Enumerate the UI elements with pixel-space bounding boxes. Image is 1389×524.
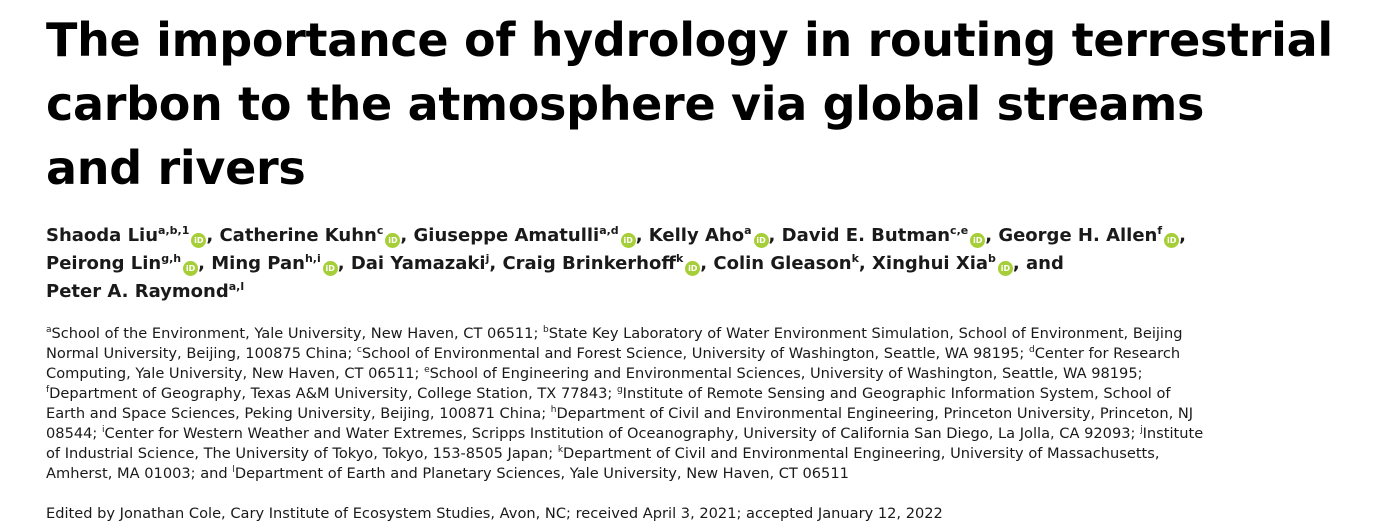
affiliation-text: Department of Earth and Planetary Sciences, Yale University, New Haven, CT 06511 xyxy=(234,465,849,482)
affiliation-text: State Key Laboratory of Water Environment Simulation, School of Environment, Beijing xyxy=(548,325,1183,342)
affiliation-text: 08544; xyxy=(46,425,102,442)
affiliation-text: Center for Western Weather and Water Extremes, Scripps Institution of Oceanography, University of California San Diego, La Jolla, CA 92093; xyxy=(104,425,1141,442)
author-name-text: Dai Yamazaki xyxy=(350,253,486,274)
author-name-text: Shaoda Liu xyxy=(46,225,159,246)
author-name[interactable] xyxy=(46,281,244,302)
author-separator: , xyxy=(768,225,782,246)
author-name-text: David E. Butman xyxy=(781,225,951,246)
author-affiliation-marker: k xyxy=(675,252,684,265)
affiliation-line xyxy=(46,444,1376,464)
orcid-icon[interactable]: iD xyxy=(385,233,400,248)
author-name[interactable] xyxy=(713,253,859,274)
author-name-text: Colin Gleason xyxy=(713,253,852,274)
affiliation-line xyxy=(46,364,1376,384)
author-affiliation-marker: a xyxy=(744,224,752,237)
title-line: carbon to the atmosphere via global streams xyxy=(46,77,1205,131)
affiliation-line xyxy=(46,424,1376,444)
author-affiliation-marker: h,i xyxy=(304,252,321,265)
author-list xyxy=(46,222,1376,306)
orcid-icon[interactable]: iD xyxy=(323,261,338,276)
orcid-icon[interactable]: iD xyxy=(998,261,1013,276)
author-separator: , xyxy=(337,253,351,274)
author-name-text: Ming Pan xyxy=(211,253,305,274)
author-name[interactable] xyxy=(219,225,400,246)
author-name[interactable] xyxy=(782,225,986,246)
author-line xyxy=(46,250,1376,278)
author-name-text: Catherine Kuhn xyxy=(219,225,377,246)
author-name[interactable] xyxy=(351,253,490,274)
edited-by-line: Edited by Jonathan Cole, Cary Institute of Ecosystem Studies, Avon, NC; received April 3, 2021; accepted January 12, 2022 xyxy=(46,505,943,522)
affiliation-label: b xyxy=(543,325,549,335)
author-affiliation-marker: g,h xyxy=(161,252,182,265)
affiliation-text: Amherst, MA 01003; and xyxy=(46,465,233,482)
author-separator: , xyxy=(198,253,212,274)
author-affiliation-marker: a,b,1 xyxy=(158,224,190,237)
affiliation-line xyxy=(46,464,1376,484)
author-name[interactable] xyxy=(872,253,1013,274)
article-header xyxy=(46,0,1376,524)
affiliation-text: Computing, Yale University, New Haven, CT 06511; xyxy=(46,365,425,382)
affiliation-label: a xyxy=(46,325,52,335)
author-separator: , xyxy=(400,225,414,246)
affiliation-label: k xyxy=(557,445,564,455)
author-name-text: Kelly Aho xyxy=(648,225,745,246)
author-separator: , and xyxy=(1012,253,1064,274)
author-separator: , xyxy=(206,225,220,246)
article-title xyxy=(46,0,1376,200)
author-name[interactable] xyxy=(649,225,769,246)
author-name-text: George H. Allen xyxy=(998,225,1158,246)
affiliation-text: Center for Research xyxy=(1034,345,1181,362)
affiliation-text: Normal University, Beijing, 100875 China; xyxy=(46,345,357,362)
author-affiliation-marker: b xyxy=(988,252,996,265)
affiliation-label: l xyxy=(232,465,235,475)
affiliation-text: of Industrial Science, The University of Tokyo, Tokyo, 153-8505 Japan; xyxy=(46,445,558,462)
author-affiliation-marker: f xyxy=(1157,224,1163,237)
orcid-icon[interactable]: iD xyxy=(1164,233,1179,248)
author-name[interactable] xyxy=(46,225,206,246)
affiliation-label: c xyxy=(356,345,362,355)
author-name[interactable] xyxy=(46,253,198,274)
affiliation-text: Institute of Remote Sensing and Geographic Information System, School of xyxy=(622,385,1171,402)
orcid-icon[interactable]: iD xyxy=(191,233,206,248)
affiliation-line xyxy=(46,344,1376,364)
author-separator: , xyxy=(858,253,873,274)
orcid-icon[interactable]: iD xyxy=(970,233,985,248)
affiliation-label: g xyxy=(616,385,623,395)
author-name-text: Xinghui Xia xyxy=(872,253,989,274)
author-affiliation-marker: a,l xyxy=(228,280,245,293)
affiliation-label: i xyxy=(101,425,105,435)
author-separator: , xyxy=(489,253,503,274)
title-line: The importance of hydrology in routing terrestrial xyxy=(46,13,1333,67)
title-line: and rivers xyxy=(46,141,306,195)
author-name[interactable] xyxy=(211,253,338,274)
affiliation-text: Earth and Space Sciences, Peking University, Beijing, 100871 China; xyxy=(46,405,551,422)
affiliation-text: School of Engineering and Environmental Sciences, University of Washington, Seattle, WA 98195; xyxy=(429,365,1143,382)
author-separator: , xyxy=(700,253,714,274)
author-separator: , xyxy=(1179,225,1187,246)
author-affiliation-marker: c xyxy=(376,224,384,237)
author-affiliation-marker: j xyxy=(485,252,490,265)
author-affiliation-marker: k xyxy=(851,252,859,265)
affiliation-label: d xyxy=(1029,345,1035,355)
affiliation-label: e xyxy=(424,365,430,375)
affiliation-text: Department of Geography, Texas A&M University, College Station, TX 77843; xyxy=(49,385,617,402)
affiliation-text: School of Environmental and Forest Science, University of Washington, Seattle, WA 98195; xyxy=(361,345,1029,362)
author-affiliation-marker: a,d xyxy=(599,224,619,237)
affiliation-text: School of the Environment, Yale University, New Haven, CT 06511; xyxy=(51,325,544,342)
author-name-text: Peter A. Raymond xyxy=(46,281,229,302)
author-separator: , xyxy=(635,225,649,246)
author-name[interactable] xyxy=(998,225,1179,246)
orcid-icon[interactable]: iD xyxy=(685,261,700,276)
affiliation-line xyxy=(46,404,1376,424)
author-name-text: Craig Brinkerhoff xyxy=(502,253,676,274)
author-affiliation-marker: c,e xyxy=(950,224,969,237)
author-name[interactable] xyxy=(502,253,700,274)
affiliation-label: f xyxy=(46,385,50,395)
affiliation-label: h xyxy=(550,405,557,415)
affiliation-line xyxy=(46,384,1376,404)
affiliation-text: Department of Civil and Environmental Engineering, University of Massachusetts, xyxy=(563,445,1160,462)
affiliation-label: j xyxy=(1140,425,1143,435)
author-line xyxy=(46,278,1376,306)
affiliation-text: Institute xyxy=(1142,425,1204,442)
author-line xyxy=(46,222,1376,250)
orcid-icon[interactable]: iD xyxy=(183,261,198,276)
orcid-icon[interactable]: iD xyxy=(754,233,769,248)
affiliation-line xyxy=(46,324,1376,344)
author-name-text: Giuseppe Amatulli xyxy=(413,225,600,246)
affiliation-text: Department of Civil and Environmental Engineering, Princeton University, Princeton, NJ xyxy=(556,405,1194,422)
orcid-icon[interactable]: iD xyxy=(621,233,636,248)
author-name-text: Peirong Lin xyxy=(46,253,162,274)
author-separator: , xyxy=(985,225,999,246)
author-name[interactable] xyxy=(414,225,636,246)
affiliation-list xyxy=(46,324,1376,484)
